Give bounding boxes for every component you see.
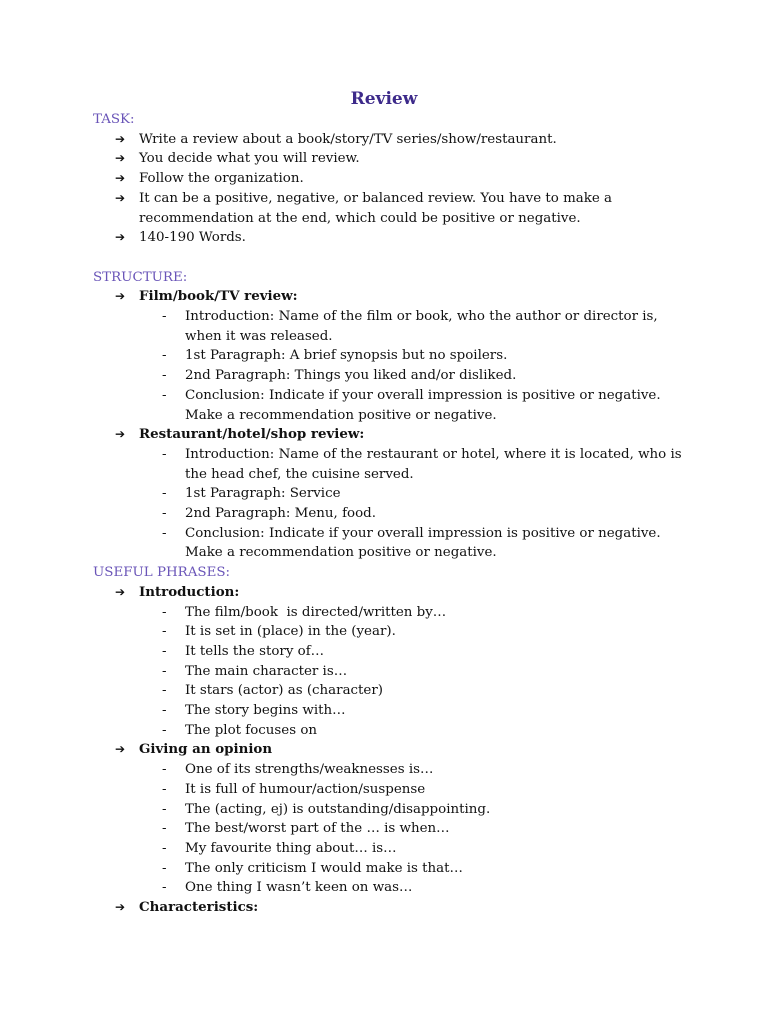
- dash-icon: -: [162, 821, 167, 837]
- list-item-text: The best/worst part of the … is when…: [185, 821, 450, 837]
- list-item: [93, 681, 683, 701]
- list-item: [93, 622, 683, 642]
- phrases-group-label: [93, 898, 683, 918]
- list-item-text: 2nd Paragraph: Things you liked and/or disliked.: [185, 368, 517, 384]
- dash-icon: -: [162, 486, 167, 502]
- list-item: [93, 760, 683, 780]
- list-item: [93, 386, 683, 425]
- dash-icon: -: [162, 604, 167, 620]
- arrow-right-icon: ➔: [115, 584, 126, 599]
- task-list: [93, 130, 683, 248]
- arrow-right-icon: ➔: [115, 742, 126, 757]
- list-item-text: It is set in (place) in the (year).: [185, 624, 396, 640]
- dash-icon: -: [162, 841, 167, 856]
- list-item: [93, 642, 683, 662]
- list-item-text: 1st Paragraph: A brief synopsis but no spoilers.: [185, 348, 508, 364]
- list-item: [93, 819, 683, 839]
- dash-icon: -: [162, 506, 167, 522]
- group-label-text: Introduction:: [139, 583, 240, 600]
- dash-icon: -: [162, 683, 167, 699]
- structure-list: [93, 287, 683, 563]
- structure-group-label: [93, 425, 683, 445]
- dash-icon: -: [162, 860, 167, 876]
- list-item: [93, 504, 683, 524]
- group-label-text: Characteristics:: [139, 899, 259, 916]
- list-item: [93, 603, 683, 623]
- task-heading: TASK:: [93, 112, 135, 127]
- list-item-text: Introduction: Name of the film or book, who the author or director is, when it was released.: [185, 309, 658, 344]
- list-item-text: The (acting, ej) is outstanding/disappointing.: [185, 801, 491, 817]
- list-item: [93, 445, 683, 484]
- arrow-right-icon: ➔: [115, 230, 126, 245]
- spacer: [93, 248, 683, 268]
- dash-icon: -: [162, 762, 167, 778]
- dash-icon: -: [162, 525, 167, 541]
- dash-icon: -: [162, 348, 167, 364]
- list-item-text: Introduction: Name of the restaurant or hotel, where it is located, who is the head chef, the cuisine served.: [185, 446, 682, 482]
- dash-icon: -: [162, 643, 167, 659]
- list-item: [93, 721, 683, 741]
- list-item: [93, 366, 683, 386]
- list-item: [93, 149, 683, 169]
- list-item: [93, 524, 683, 563]
- dash-icon: -: [162, 446, 167, 462]
- list-item: [93, 228, 683, 248]
- list-item: [93, 859, 683, 879]
- list-item-text: You decide what you will review.: [139, 151, 360, 167]
- phrases-group-label: [93, 740, 683, 760]
- arrow-right-icon: ➔: [115, 427, 126, 442]
- list-item-text: Conclusion: Indicate if your overall impression is positive or negative. Make a recommendation positive or negative.: [185, 387, 661, 423]
- list-item-text: One thing I wasn’t keen on was…: [185, 880, 413, 896]
- structure-group-label: [93, 287, 683, 307]
- list-item-text: It is full of humour/action/suspense: [185, 781, 426, 797]
- list-item-text: It stars (actor) as (character): [185, 683, 383, 699]
- structure-heading: STRUCTURE:: [93, 269, 188, 285]
- list-item-text: 2nd Paragraph: Menu, food.: [185, 506, 376, 522]
- dash-icon: -: [162, 880, 167, 896]
- list-item-text: Follow the organization.: [139, 171, 304, 187]
- list-item-text: 1st Paragraph: Service: [185, 486, 341, 502]
- list-item: [93, 130, 683, 150]
- arrow-right-icon: ➔: [115, 171, 126, 186]
- list-item: [93, 189, 683, 228]
- dash-icon: -: [162, 781, 167, 797]
- list-item: [93, 346, 683, 366]
- document-body: [93, 110, 683, 918]
- list-item: [93, 169, 683, 189]
- arrow-right-icon: ➔: [115, 190, 126, 205]
- list-item: [93, 662, 683, 682]
- list-item-text: Conclusion: Indicate if your overall impression is positive or negative. Make a recommendation positive or negative.: [185, 525, 661, 561]
- dash-icon: -: [162, 663, 167, 679]
- list-item-text: The story begins with…: [185, 703, 346, 719]
- list-item-text: The only criticism I would make is that…: [185, 860, 463, 876]
- list-item-text: One of its strengths/weaknesses is…: [185, 762, 434, 778]
- list-item: [93, 839, 683, 859]
- dash-icon: -: [162, 801, 167, 817]
- list-item-text: The main character is…: [185, 663, 348, 679]
- dash-icon: -: [162, 368, 167, 384]
- list-item: [93, 780, 683, 800]
- list-item: [93, 484, 683, 504]
- list-item: [93, 701, 683, 721]
- phrases-group-label: [93, 583, 683, 603]
- page-title: Review: [350, 89, 418, 109]
- dash-icon: -: [162, 309, 167, 325]
- list-item-text: 140-190 Words.: [139, 230, 246, 246]
- list-item: [93, 800, 683, 820]
- list-item-text: The film/book is directed/written by…: [185, 604, 447, 620]
- dash-icon: -: [162, 387, 167, 403]
- arrow-right-icon: ➔: [115, 131, 126, 146]
- arrow-right-icon: ➔: [115, 289, 126, 304]
- list-item: [93, 307, 683, 346]
- list-item-text: It tells the story of…: [185, 643, 325, 659]
- list-item-text: Write a review about a book/story/TV series/show/restaurant.: [139, 131, 557, 147]
- list-item-text: The plot focuses on: [185, 722, 318, 738]
- list-item: [93, 878, 683, 898]
- list-item-text: My favourite thing about… is…: [185, 841, 397, 856]
- group-label-text: Giving an opinion: [139, 741, 273, 758]
- dash-icon: -: [162, 703, 167, 719]
- list-item-text: It can be a positive, negative, or balanced review. You have to make a recommendation at the end, which could be positive or negative.: [139, 190, 613, 226]
- dash-icon: -: [162, 624, 167, 640]
- phrases-heading: USEFUL PHRASES:: [93, 565, 231, 581]
- arrow-right-icon: ➔: [115, 151, 126, 166]
- dash-icon: -: [162, 722, 167, 738]
- phrases-list: [93, 583, 683, 918]
- group-label-text: Restaurant/hotel/shop review:: [139, 426, 365, 443]
- group-label-text: Film/book/TV review:: [139, 288, 298, 305]
- arrow-right-icon: ➔: [115, 900, 126, 915]
